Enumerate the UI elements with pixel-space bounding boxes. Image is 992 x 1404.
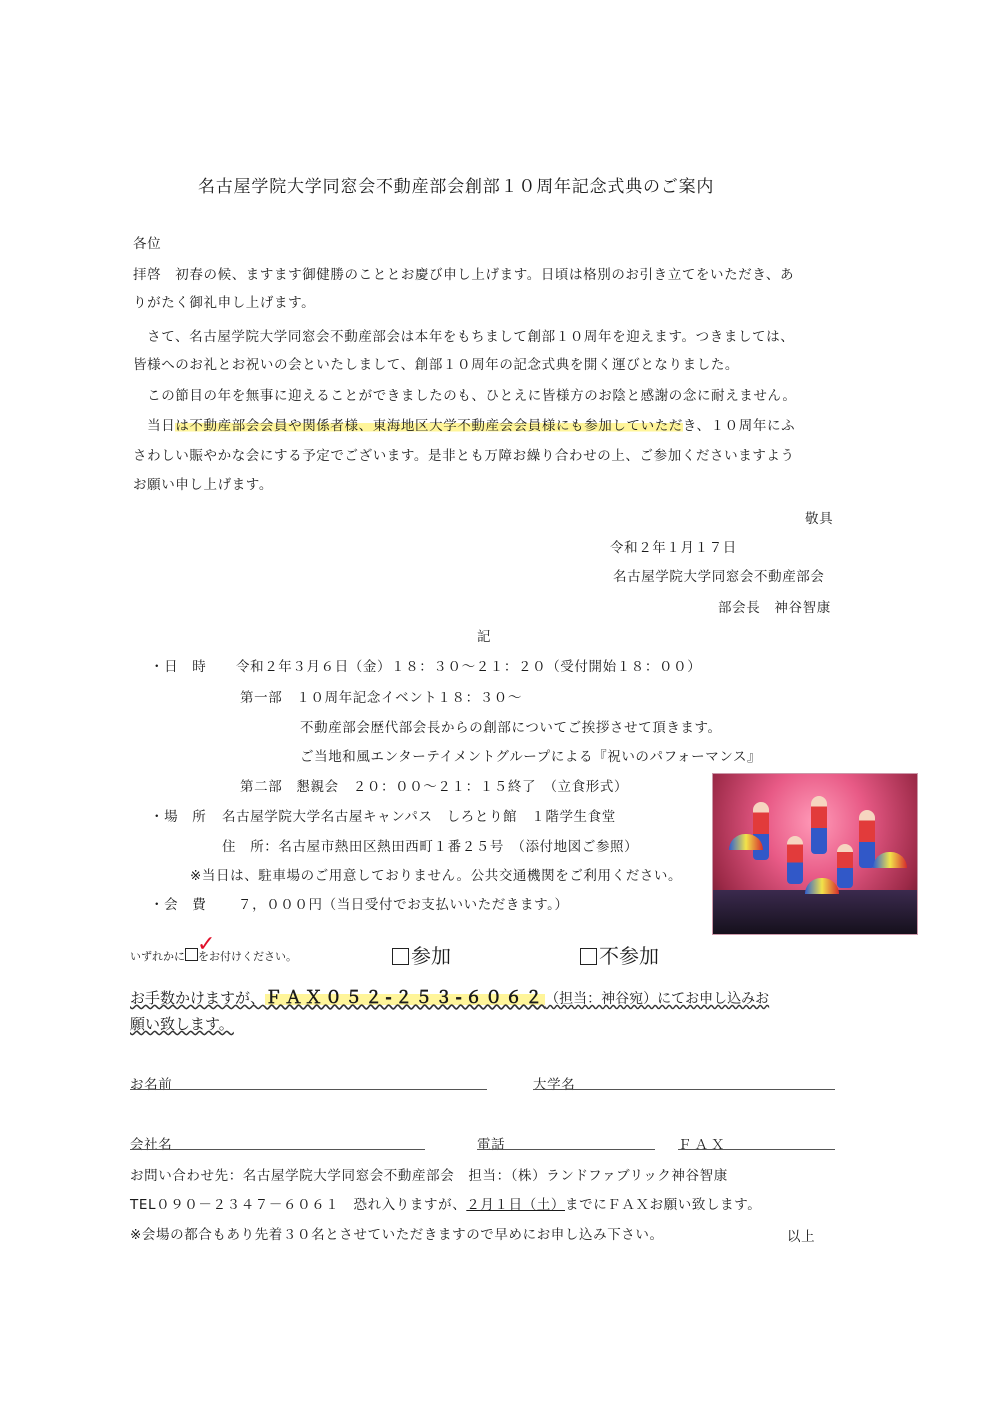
fax-instruction (130, 983, 769, 1008)
not-attend-label: 不参加 (599, 944, 659, 968)
contact-deadline-line (130, 1193, 761, 1213)
contact-phone: TEL０９０－２３４７－６０６１ 恐れ入りますが、 (130, 1197, 467, 1213)
body-line: 拝啓 初春の候、ますます御健勝のこととお慶び申し上げます。日頃は格別のお引き立てをいただき、あ (133, 267, 795, 283)
fax-number: ＦＡＸ０５２-２５３-６０６２ (265, 988, 546, 1008)
dancer-figure (859, 810, 875, 868)
body-line: さわしい賑やかな会にする予定でございます。是非とも万障お繰り合わせの上、ご参加くださいますよう (133, 448, 795, 464)
deadline-date: ２月１日（土） (466, 1197, 565, 1213)
instruction-text: いずれかに (130, 950, 185, 963)
closing: 敬具 (805, 511, 834, 527)
fee-value: ７，０００円（当日受付でお支払いいただきます。） (238, 897, 569, 913)
instruction-text: をお付けください。 (198, 950, 297, 963)
dancer-figure (753, 802, 769, 860)
capacity-note: ※会場の都合もあり先着３０名とさせていただきますので早めにお申し込み下さい。 (130, 1227, 664, 1243)
name-label: お名前 (130, 1077, 173, 1093)
body-line: この節目の年を無事に迎えることができましたのも、ひとえに皆様方のお陰と感謝の念に耐えません。 (133, 388, 797, 404)
ki-heading: 記 (477, 629, 492, 645)
fax-instruction-text: （担当：神谷宛）にてお申し込みお (545, 991, 770, 1007)
phone-field[interactable] (477, 1149, 655, 1150)
fan-prop (873, 852, 907, 868)
sender-organization: 名古屋学院大学同窓会不動産部会 (613, 569, 825, 585)
body-text: 当日 (133, 418, 176, 434)
name-field[interactable] (130, 1089, 487, 1090)
body-line-highlighted (133, 414, 795, 434)
company-label: 会社名 (130, 1137, 173, 1153)
datetime-label: ・日 時 (150, 659, 207, 675)
salutation: 各位 (133, 236, 162, 252)
fee-label: ・会 費 (150, 897, 207, 913)
dancer-figure (787, 836, 803, 884)
body-line: 皆様へのお礼とお祝いの会といたしまして、創部１０周年の記念式典を開く運びとなりました。 (133, 357, 740, 373)
sender-name: 部会長 神谷智康 (718, 600, 831, 616)
attend-checkbox[interactable] (392, 948, 409, 965)
address: 住 所：名古屋市熱田区熱田西町１番２５号 （添付地図ご参照） (222, 839, 639, 855)
not-attend-option[interactable] (580, 940, 659, 969)
attend-option[interactable] (392, 940, 451, 969)
parking-note: ※当日は、駐車場のご用意しておりません。公共交通機関をご利用ください。 (190, 868, 683, 884)
fax-instruction-text: 願い致します。 (130, 1015, 234, 1033)
fax-label: ＦＡＸ (678, 1137, 728, 1153)
part1-detail: 不動産部会歴代部会長からの創部についてご挨拶させて頂きます。 (300, 720, 722, 736)
performance-photo (712, 773, 918, 935)
contact-text: までにＦＡＸお願い致します。 (565, 1197, 762, 1213)
attend-label: 参加 (411, 944, 451, 968)
body-text: き、１０周年にふ (682, 418, 796, 434)
highlighted-text: は不動産部会会員や関係者様、東海地区大学不動産会会員様にも参加していただ (175, 418, 683, 434)
place-label: ・場 所 (150, 809, 207, 825)
red-checkmark-icon: ✓ (197, 932, 216, 957)
contact-info: お問い合わせ先：名古屋学院大学同窓会不動産部会 担当：（株）ランドファブリック神谷智康 (130, 1168, 728, 1184)
dancer-figure (837, 844, 853, 888)
phone-label: 電話 (477, 1137, 506, 1153)
not-attend-checkbox[interactable] (580, 948, 597, 965)
end-mark: 以上 (787, 1229, 816, 1245)
fax-field[interactable] (678, 1149, 835, 1150)
university-field[interactable] (533, 1089, 835, 1090)
dancer-figure (811, 796, 827, 854)
part2: 第二部 懇親会 ２０：００～２１：１５終了 （立食形式） (240, 779, 629, 795)
body-line: お願い申し上げます。 (133, 477, 273, 493)
page-title: 名古屋学院大学同窓会不動産部会創部１０周年記念式典のご案内 (198, 177, 715, 197)
part1: 第一部 １０周年記念イベント１８：３０～ (240, 690, 522, 706)
part1-detail: ご当地和風エンターテイメントグループによる『祝いのパフォーマンス』 (300, 749, 762, 765)
place-value: 名古屋学院大学名古屋キャンパス しろとり館 １階学生食堂 (222, 809, 616, 825)
letter-date: 令和２年１月１７日 (610, 540, 737, 556)
datetime-value: 令和２年３月６日（金）１８：３０～２１：２０（受付開始１８：００） (236, 659, 702, 675)
stage-floor (713, 890, 917, 934)
fan-prop (805, 878, 839, 894)
company-field[interactable] (130, 1149, 425, 1150)
body-line: さて、名古屋学院大学同窓会不動産部会は本年をもちまして創部１０周年を迎えます。つきましては、 (133, 329, 795, 345)
fax-instruction-text: お手数かけますが、 (130, 989, 266, 1007)
university-label: 大学名 (533, 1077, 576, 1093)
body-line: りがたく御礼申し上げます。 (133, 295, 316, 311)
